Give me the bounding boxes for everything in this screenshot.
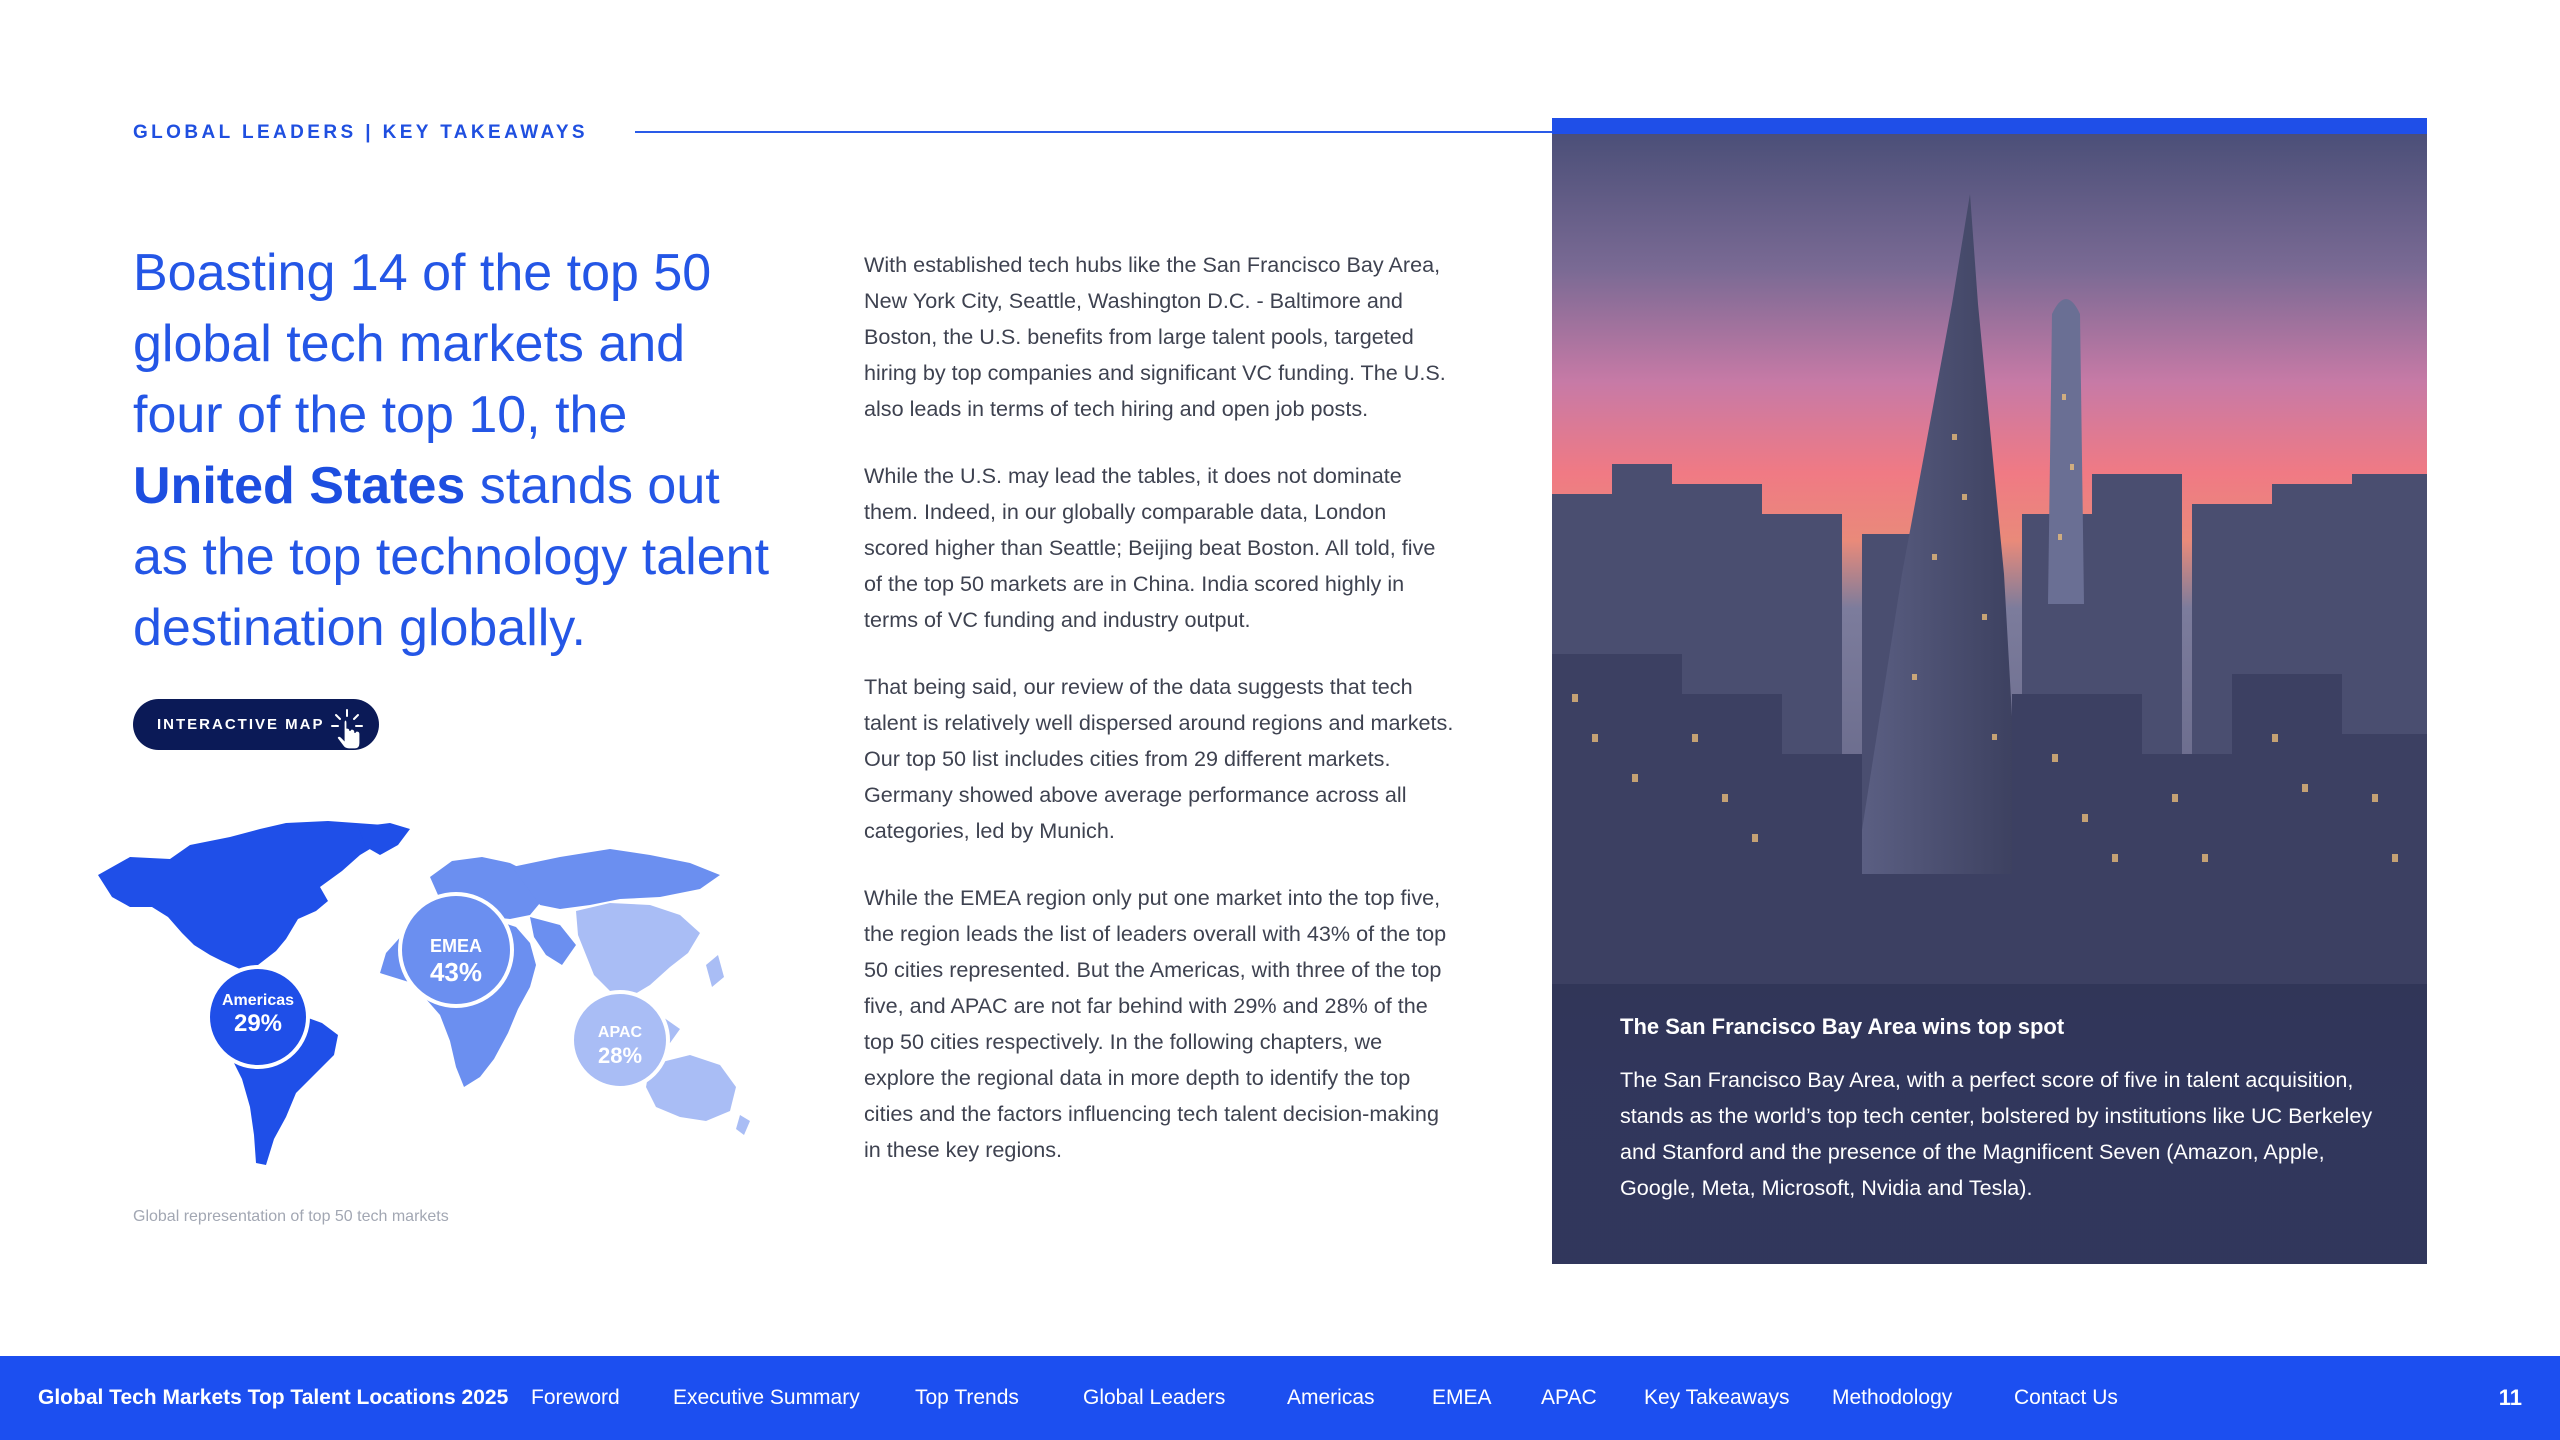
headline-part-1: Boasting 14 of the top 50 global tech markets and four of the top 10, the: [133, 244, 712, 444]
emea-label: EMEA: [429, 936, 483, 956]
photo-accent-bar: [1552, 118, 2427, 134]
americas-label: Americas: [221, 992, 295, 1009]
emea-share: 43%: [429, 957, 483, 987]
footer-report-title[interactable]: Global Tech Markets Top Talent Locations 2025: [38, 1386, 509, 1409]
nav-top-trends[interactable]: Top Trends: [915, 1386, 1019, 1409]
apac-share: 28%: [597, 1043, 643, 1068]
body-paragraph: With established tech hubs like the San Francisco Bay Area, New York City, Seattle, Washington D.C. - Baltimore and Boston, the U.S. benefits from large talent pools, targeted hiring by top companies and significant VC funding. The U.S. also leads in terms of tech hiring and open job posts.: [864, 252, 1446, 421]
eyebrow-divider: [635, 131, 1555, 133]
nav-global-leaders[interactable]: Global Leaders: [1083, 1386, 1226, 1409]
nav-contact-us[interactable]: Contact Us: [2014, 1386, 2118, 1409]
interactive-map-button[interactable]: [133, 699, 379, 750]
apac-label: APAC: [597, 1024, 643, 1041]
body-paragraph: While the EMEA region only put one market into the top five, the region leads the list of leaders overall with 43% of the top 50 cities represented. But the Americas, with three of the top five, and APAC are not far behind with 29% and 28% of the top 50 cities respectively. In the following chapters, we explore the regional data in more depth to identify the top cities and the factors influencing tech talent decision-making in these key regions.: [864, 885, 1447, 1162]
world-map: [90, 815, 760, 1175]
photo-card-title: The San Francisco Bay Area wins top spot: [1620, 1014, 2065, 1039]
headline-emphasis: United States: [133, 457, 466, 515]
body-paragraph: That being said, our review of the data suggests that tech talent is relatively well dispersed around regions and markets. Our top 50 list includes cities from 29 different markets. Germany showed above average performance across all categories, led by Munich.: [864, 674, 1454, 843]
photo-card-text: The San Francisco Bay Area, with a perfect score of five in talent acquisition, stands as the world’s top tech center, bolstered by institutions like UC Berkeley and Stanford and the presence of the Magnificent Seven (Amazon, Apple, Google, Meta, Microsoft, Nvidia and Tesla).: [1620, 1067, 2373, 1200]
nav-apac[interactable]: APAC: [1541, 1386, 1597, 1409]
page-number: 11: [2498, 1385, 2522, 1410]
body-column: [864, 247, 1454, 1199]
section-eyebrow: GLOBAL LEADERS | KEY TAKEAWAYS: [133, 122, 589, 143]
americas-share: 29%: [233, 1010, 283, 1037]
headline-part-2: stands out as the top technology talent destination globally.: [133, 457, 770, 657]
nav-foreword[interactable]: Foreword: [531, 1386, 620, 1409]
body-paragraph: While the U.S. may lead the tables, it does not dominate them. Indeed, in our globally comparable data, London scored higher than Seattle; Beijing beat Boston. All told, five of the top 50 markets are in China. India scored highly in terms of VC funding and industry output.: [864, 463, 1436, 632]
footer-nav-bar: [0, 1356, 2560, 1440]
nav-americas[interactable]: Americas: [1287, 1386, 1375, 1409]
pointer-click-icon: [327, 707, 367, 751]
map-caption: Global representation of top 50 tech markets: [133, 1208, 449, 1225]
city-photo-card: [1552, 118, 2427, 1264]
nav-key-takeaways[interactable]: Key Takeaways: [1644, 1386, 1790, 1409]
nav-methodology[interactable]: Methodology: [1832, 1386, 1953, 1409]
page-headline: [133, 238, 773, 664]
nav-executive-summary[interactable]: Executive Summary: [673, 1386, 860, 1409]
interactive-map-label: INTERACTIVE MAP: [157, 716, 325, 733]
nav-emea[interactable]: EMEA: [1432, 1386, 1492, 1409]
